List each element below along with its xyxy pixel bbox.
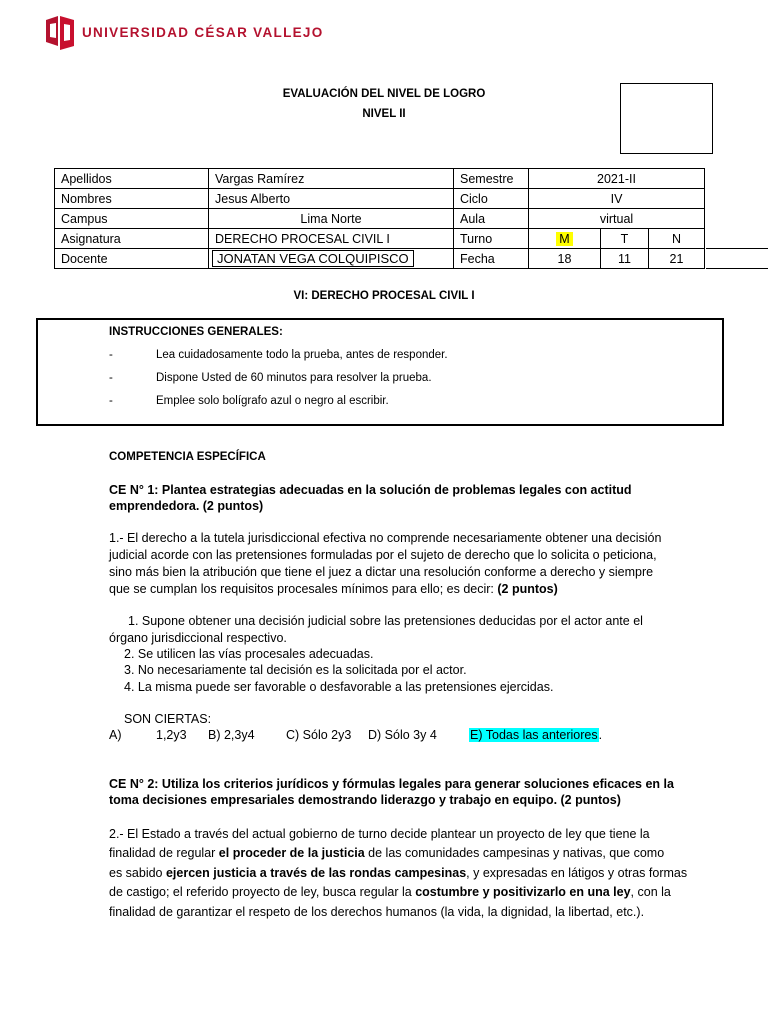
page-title: EVALUACIÓN DEL NIVEL DE LOGRO [282,88,486,100]
nombres-value: Jesus Alberto [209,189,454,209]
table-row [55,189,705,209]
apellidos-value: Vargas Ramírez [209,169,454,189]
answer-d: D) Sólo 3y 4 [368,728,437,742]
q2-emphasis: ejercen justicia a través de las rondas campesinas [165,866,467,880]
q2-line [109,885,671,899]
instruction-item: Emplee solo bolígrafo azul o negro al escribir. [156,395,389,407]
answer-b: B) 2,3y4 [208,728,255,742]
instruction-bullet: - [109,395,113,407]
nombres-label: Nombres [55,189,209,209]
apellidos-label: Apellidos [55,169,209,189]
docente-value: JONATAN VEGA COLQUIPISCO [212,250,414,267]
docente-cell [209,249,454,269]
ce1-line: CE N° 1: Plantea estrategias adecuadas en la solución de problemas legales con actitud [109,483,632,497]
divider [706,248,768,249]
q2-text: 2.- El Estado a través del actual gobierno de turno decide plantear un proyecto de ley que tiene la [109,827,650,841]
aula-label: Aula [454,209,529,229]
q1-text: 1.- El derecho a la tutela jurisdiccional efectiva no comprende necesariamente obtener una decisión [109,531,662,545]
answer-a-label: A) [109,728,122,742]
semestre-label: Semestre [454,169,529,189]
university-name: UNIVERSIDAD CÉSAR VALLEJO [82,25,324,40]
q1-text: judicial acorde con las pretensiones formuladas por el sujeto de derecho que lo solicita o peticiona, [109,548,657,562]
instruction-item: Dispone Usted de 60 minutos para resolver la prueba. [156,372,432,384]
fecha-year: 21 [649,249,705,269]
q1-option: 1. Supone obtener una decisión judicial sobre las pretensiones deducidas por el actor ante el [128,614,643,628]
q2-text: finalidad de regular [109,846,219,860]
aula-value: virtual [529,209,705,229]
q1-option: 3. No necesariamente tal decisión es la solicitada por el actor. [124,663,467,677]
photo-box [620,83,713,154]
ciclo-value: IV [529,189,705,209]
q2-line [109,866,687,880]
q2-text: de castigo; el referido proyecto de ley, busca regular la [109,885,416,899]
q1-text-last [109,582,558,596]
q2-emphasis: costumbre y positivizarlo en una ley [415,885,631,899]
q2-text: finalidad de garantizar el respeto de los derechos humanos (la vida, la dignidad, la libertad, etc.). [109,905,645,919]
answer-e-period: . [598,728,603,742]
student-info-table [54,168,705,269]
q2-emphasis: el proceder de la justicia [218,846,365,860]
table-row [55,229,705,249]
q1-points: (2 puntos) [497,582,558,596]
campus-label: Campus [55,209,209,229]
competencia-heading: COMPETENCIA ESPECÍFICA [109,451,266,463]
q2-text: es sabido [109,866,166,880]
ce2-line: CE N° 2: Utiliza los criterios jurídicos y fórmulas legales para generar soluciones eficaces en la [109,777,674,791]
q1-option: órgano jurisdiccional respectivo. [109,631,287,645]
son-ciertas: SON CIERTAS: [124,712,212,726]
fecha-month: 11 [601,249,649,269]
answer-c: C) Sólo 2y3 [286,728,352,742]
q1-text: sino más bien la atribución que tiene el juez a dictar una resolución conforme a derecho y siempre [109,565,654,579]
q1-option: 2. Se utilicen las vías procesales adecuadas. [124,647,374,661]
answer-a: 1,2y3 [156,728,187,742]
semestre-value: 2021-II [529,169,705,189]
course-title: VI: DERECHO PROCESAL CIVIL I [293,290,475,302]
q2-text: , y expresadas en látigos y otras formas [466,866,688,880]
instruction-bullet: - [109,349,113,361]
q2-line [109,846,664,860]
asignatura-value: DERECHO PROCESAL CIVIL I [209,229,454,249]
fecha-day: 18 [529,249,601,269]
answer-e: E) Todas las anteriores [470,728,598,742]
answer-e-wrap [469,728,602,742]
instruction-item: Lea cuidadosamente todo la prueba, antes de responder. [156,349,448,361]
ce1-line: emprendedora. (2 puntos) [109,499,264,513]
campus-value: Lima Norte [209,209,454,229]
q1-option: 4. La misma puede ser favorable o desfavorable a las pretensiones ejercidas. [124,680,554,694]
instructions-title: INSTRUCCIONES GENERALES: [109,326,283,338]
turno-label: Turno [454,229,529,249]
table-row [55,169,705,189]
turno-m-cell [529,229,601,249]
divider [706,268,768,269]
instruction-bullet: - [109,372,113,384]
ciclo-label: Ciclo [454,189,529,209]
docente-label: Docente [55,249,209,269]
q1-text: que se cumplan los requisitos procesales mínimos para ello; es decir: [109,582,498,596]
fecha-label: Fecha [454,249,529,269]
q2-text: , con la [630,885,671,899]
table-row [55,249,705,269]
turno-m: M [556,232,572,246]
asignatura-label: Asignatura [55,229,209,249]
level-title: NIVEL II [362,108,406,120]
q2-text: de las comunidades campesinas y nativas, que como [364,846,665,860]
turno-n: N [649,229,705,249]
table-row [55,209,705,229]
turno-t: T [601,229,649,249]
ce2-line: toma decisiones empresariales demostrando liderazgo y trabajo en equipo. (2 puntos) [109,793,621,807]
